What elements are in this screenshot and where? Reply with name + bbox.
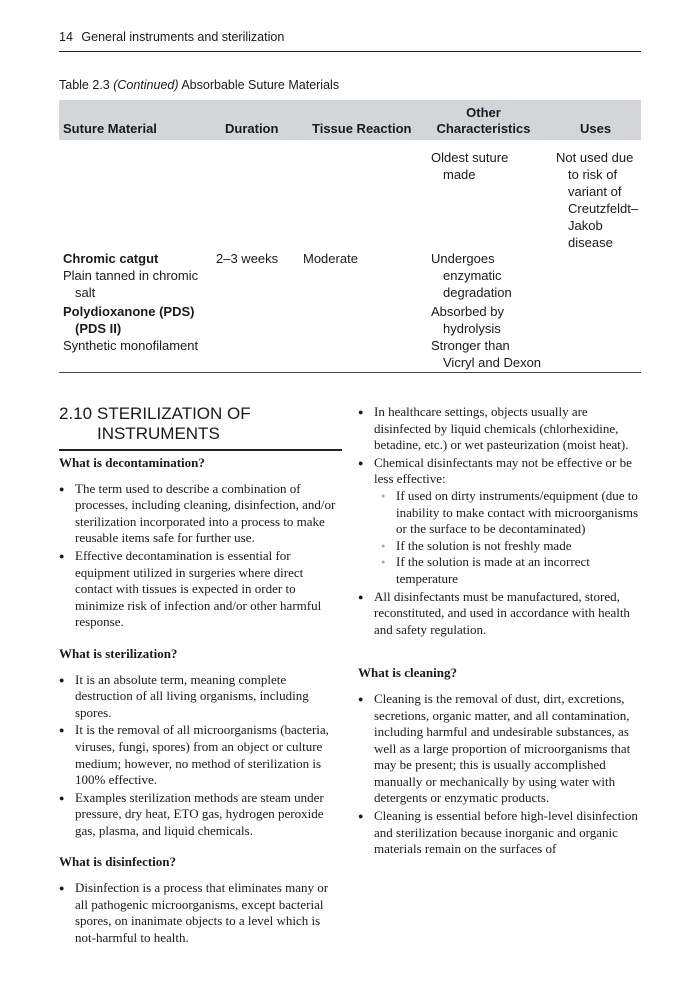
sub-list-item: ● If the solution is made at an incorrect temperature [374,554,641,587]
row0-other-cell [431,149,556,183]
header-other-characteristics [431,105,536,137]
disinfection-continued-list [358,404,641,638]
row1-other-l1: Undergoes [431,251,495,266]
section-number: 2.10 [59,404,93,423]
question-decontamination: What is decontamination? [59,455,205,470]
list-item: ● Examples sterilization methods are steam under pressure, dry heat, ETO gas, hydrogen peroxide gas, plasma, and liquid chemicals. [59,790,342,840]
header-other-line2: Characteristics [436,121,531,136]
row1-desc-l1: Plain tanned in chromic [63,268,199,283]
row0-uses-l3: variant of [568,184,622,199]
sub-list [374,488,641,588]
table-caption-title: Absorbable Suture Materials [181,78,340,92]
decontamination-list [59,481,342,631]
row0-uses-l2: to risk of [568,167,618,182]
row2-other-b2: Vicryl and Dexon [443,355,542,370]
list-item: ● In healthcare settings, objects usually are disinfected by liquid chemicals (chlorhexidine, betadine, etc.) or wet pasteurization (moist heat). [358,404,641,454]
section-title-l1: STERILIZATION OF [97,404,251,423]
question-cleaning: What is cleaning? [358,665,457,681]
header-uses: Uses [580,121,612,136]
row0-uses-cell [556,149,641,251]
page-number: 14 [59,30,73,44]
row1-desc-l2: salt [75,285,96,300]
section-title-l2: INSTRUMENTS [97,424,220,443]
row2-name-l2: (PDS II) [75,321,122,336]
row1-reaction: Moderate [303,251,358,266]
list-item [358,455,641,588]
list-item: ● It is an absolute term, meaning complete destruction of all living organisms, including spores. [59,672,342,722]
row0-uses-l1: Not used due [556,150,634,165]
list-item: ● All disinfectants must be manufactured, stored, reconstituted, and used in accordance with health and safety regulation. [358,589,641,639]
row0-uses-l5: Jakob [568,218,603,233]
table-caption-continued: (Continued) [113,78,179,92]
list-item: ● Cleaning is essential before high-level disinfection and sterilization because inorganic and organic materials remain on the surfaces of [358,808,641,858]
row1-material-cell [63,250,213,301]
row2-name-l1: Polydioxanone (PDS) [63,304,195,319]
list-item: ● Disinfection is a process that eliminates many or all pathogenic microorganisms, except bacterial spores, on inanimate objects to a level which is not-harmful to health. [59,880,342,946]
running-head-title: General instruments and sterilization [81,30,285,44]
section-heading [59,404,342,451]
list-item: ● Effective decontamination is essential for equipment utilized in surgeries where direct contact with tissues is expected in order to minimize risk of infection and/or other harmful response. [59,548,342,631]
row1-other-l2: enzymatic [443,268,502,283]
right-column [358,404,641,859]
row1-other-l3: degradation [443,285,512,300]
row2-other-b1: Stronger than [431,338,510,353]
disinfection-list [59,880,342,946]
row2-other-cell [431,303,556,371]
list-item-text: Chemical disinfectants may not be effective or be less effective: [374,454,632,487]
suture-table [59,100,641,373]
section-heading-block [59,404,342,451]
table-caption-label: Table 2.3 [59,78,110,92]
header-duration: Duration [225,121,279,136]
left-column [59,455,342,947]
header-suture-material: Suture Material [63,121,157,136]
question-sterilization: What is sterilization? [59,645,178,661]
table-header-row [59,100,641,140]
table-body [59,140,641,373]
table-caption [59,78,339,92]
row2-other-a1: Absorbed by [431,304,504,319]
cleaning-list [358,691,641,858]
row1-duration: 2–3 weeks [216,251,279,266]
header-rule [59,51,641,52]
question-disinfection: What is disinfection? [59,854,177,870]
row2-other-a2: hydrolysis [443,321,501,336]
sub-list-item: ● If used on dirty instruments/equipment (due to inability to make contact with microorganisms or the surface to be decontaminated) [374,488,641,538]
list-item: ● It is the removal of all microorganisms (bacteria, viruses, fungi, spores) from an object or culture medium; however, no method of sterilization is 100% effective. [59,722,342,788]
row0-other-l2: made [443,167,476,182]
row0-uses-l6: disease [568,235,613,250]
header-tissue-reaction: Tissue Reaction [312,121,412,136]
row1-other-cell [431,250,556,301]
running-head [59,30,284,44]
sub-list-item: ● If the solution is not freshly made [374,538,641,555]
row2-material-cell [63,303,213,354]
row2-desc: Synthetic monofilament [63,338,199,353]
list-item: ● The term used to describe a combination of processes, including cleaning, disinfection, and/or sterilization incorporated into a process to make reusable items safe for further use. [59,481,342,547]
row0-other-l1: Oldest suture [431,150,509,165]
row1-name: Chromic catgut [63,251,159,266]
row0-uses-l4: Creutzfeldt– [568,201,639,216]
list-item: ● Cleaning is the removal of dust, dirt, excretions, secretions, organic matter, and all contamination, including harmful and undesirable substances, as well as a large proportion of microorganisms that may be present; this is usually accomplished manually or mechanically by using water with detergents or enzymatic products. [358,691,641,807]
header-other-line1: Other [466,105,501,120]
sterilization-list [59,672,342,840]
